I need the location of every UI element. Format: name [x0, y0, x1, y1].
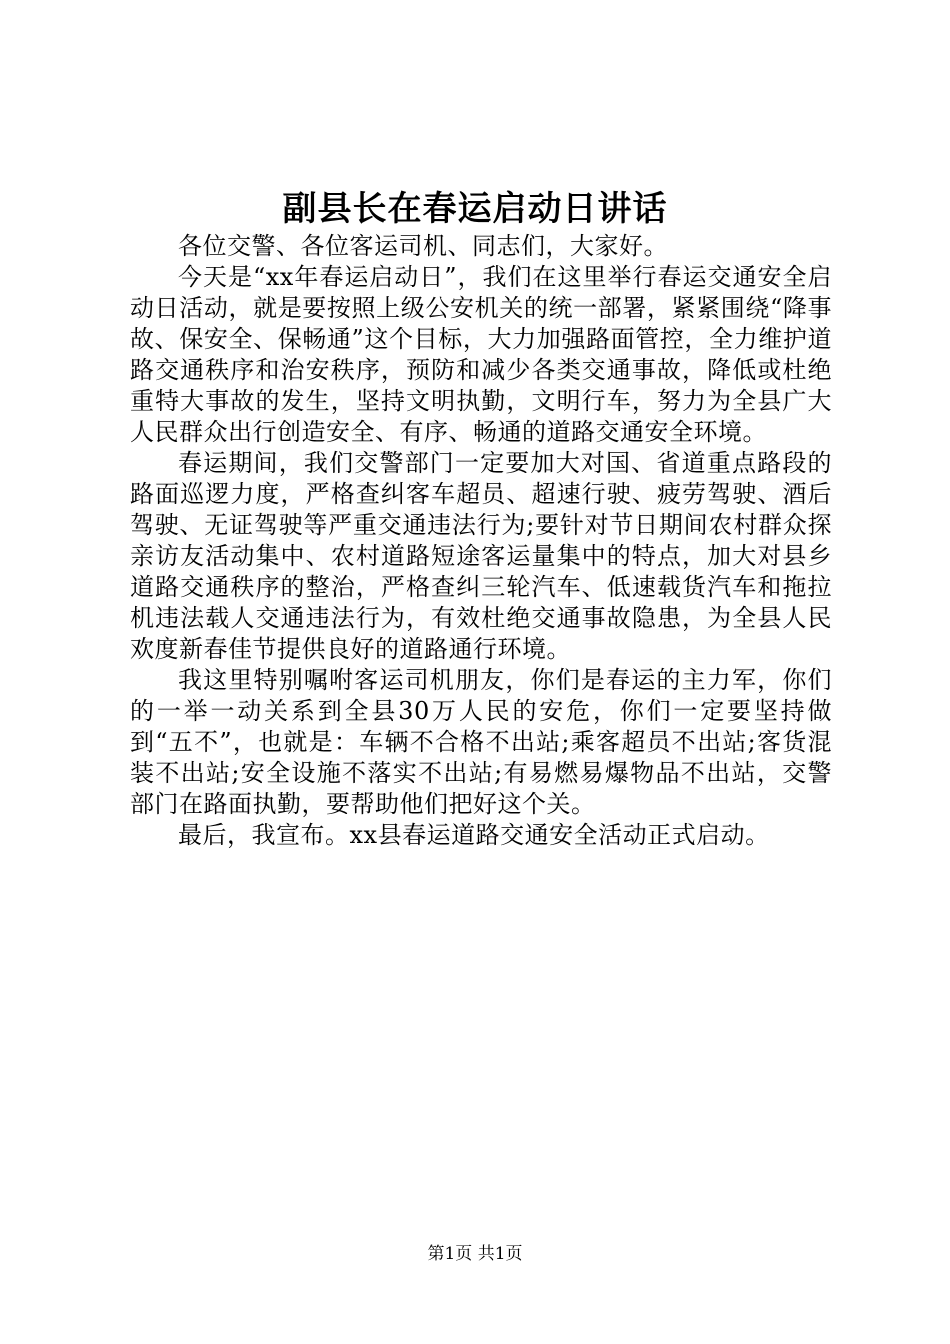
- paragraph-closing: 最后，我宣布。xx县春运道路交通安全活动正式启动。: [178, 821, 770, 849]
- paragraph-intro: 今天是“xx年春运启动日”，我们在这里举行春运交通安全启动日活动，就是要按照上级公安机关的统一部署，紧紧围绕“降事故、保安全、保畅通”这个目标，大力加强路面管控，全力维护道路交通秩序和治安秩序，预防和减少各类交通事故，降低或杜绝重特大事故的发生，坚持文明执勤，文明行车，努力为全县广大人民群众出行创造安全、有序、畅通的道路交通安全环境。: [130, 263, 832, 446]
- document-title: 副县长在春运启动日讲话: [282, 189, 668, 229]
- paragraph-police-duties: 春运期间，我们交警部门一定要加大对国、省道重点路段的路面巡逻力度，严格查纠客车超员、超速行驶、疲劳驾驶、酒后驾驶、无证驾驶等严重交通违法行为;要针对节日期间农村群众探亲访友活动集中、农村道路短途客运量集中的特点，加大对县乡道路交通秩序的整治，严格查纠三轮汽车、低速载货汽车和拖拉机违法载人交通违法行为，有效杜绝交通事故隐患，为全县人民欢度新春佳节提供良好的道路通行环境。: [130, 449, 832, 663]
- paragraph-driver-advice: 我这里特别嘱咐客运司机朋友，你们是春运的主力军，你们的一举一动关系到全县30万人民的安危，你们一定要坚持做到“五不”，也就是：车辆不合格不出站;乘客超员不出站;客货混装不出站;安全设施不落实不出站;有易燃易爆物品不出站，交警部门在路面执勤，要帮助他们把好这个关。: [130, 666, 832, 818]
- paragraph-greeting: 各位交警、各位客运司机、同志们，大家好。: [178, 232, 668, 260]
- document-body: [130, 231, 832, 851]
- page-number-footer: 第1页 共1页: [427, 1244, 523, 1264]
